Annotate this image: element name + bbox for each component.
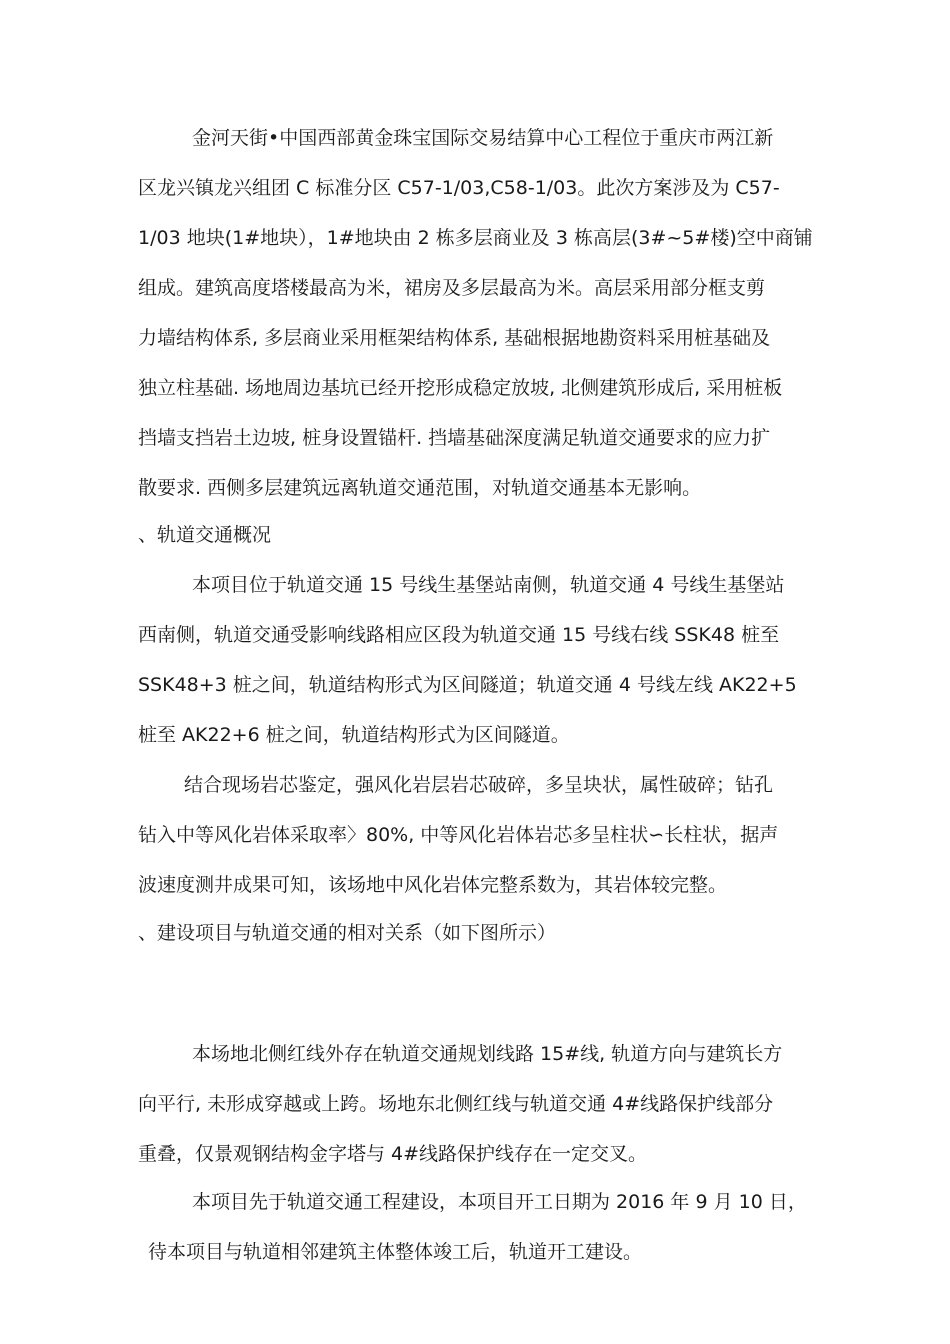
text-line: 组成。建筑高度塔楼最高为米，裙房及多层最高为米。高层采用部分框支剪	[138, 277, 766, 299]
text-line: 重叠，仅景观钢结构金字塔与 4#线路保护线存在一定交叉。	[138, 1143, 648, 1165]
text-line: 钻入中等风化岩体采取率〉80%, 中等风化岩体岩芯多呈柱状∽长柱状，据声	[138, 824, 779, 846]
section-heading-relative-relationship: 、建设项目与轨道交通的相对关系（如下图所示）	[138, 922, 557, 944]
text-line: 向平行, 未形成穿越或上跨。场地东北侧红线与轨道交通 4#线路保护线部分	[138, 1093, 774, 1115]
text-line: 本场地北侧红线外存在轨道交通规划线路 15#线, 轨道方向与建筑长方	[192, 1043, 783, 1065]
text-line: 本项目先于轨道交通工程建设，本项目开工日期为 2016 年 9 月 10 日，	[192, 1191, 807, 1213]
text-line: 金河天街•中国西部黄金珠宝国际交易结算中心工程位于重庆市两江新	[192, 127, 774, 149]
text-line: 散要求. 西侧多层建筑远离轨道交通范围，对轨道交通基本无影响。	[138, 477, 702, 499]
text-line: 结合现场岩芯鉴定，强风化岩层岩芯破碎，多呈块状，属性破碎；钻孔	[184, 774, 774, 796]
text-line: 力墙结构体系, 多层商业采用框架结构体系, 基础根据地勘资料采用桩基础及	[138, 327, 771, 349]
text-line: SSK48+3 桩之间，轨道结构形式为区间隧道；轨道交通 4 号线左线 AK22+5	[138, 674, 797, 696]
text-line: 独立柱基础. 场地周边基坑已经开挖形成稳定放坡, 北侧建筑形成后, 采用桩板	[138, 377, 783, 399]
text-line: 1/03 地块(1#地块），1#地块由 2 栋多层商业及 3 栋高层(3#~5#楼)空中商铺	[138, 227, 813, 249]
text-line: 待本项目与轨道相邻建筑主体整体竣工后，轨道开工建设。	[148, 1241, 643, 1263]
paragraph-rock-core	[138, 760, 820, 910]
paragraph-construction-schedule	[138, 1177, 820, 1277]
paragraph-site-rail-relation	[138, 1029, 820, 1179]
text-line: 区龙兴镇龙兴组团 C 标准分区 C57-1/03,C58-1/03。此次方案涉及为 C57-	[138, 177, 780, 199]
text-line: 挡墙支挡岩土边坡, 桩身设置锚杆. 挡墙基础深度满足轨道交通要求的应力扩	[138, 427, 771, 449]
text-line: 西南侧，轨道交通受影响线路相应区段为轨道交通 15 号线右线 SSK48 桩至	[138, 624, 780, 646]
text-line: 波速度测井成果可知，该场地中风化岩体完整系数为，其岩体较完整。	[138, 874, 728, 896]
paragraph-rail-location	[138, 560, 820, 760]
section-heading-rail-overview: 、轨道交通概况	[138, 524, 272, 546]
paragraph-project-overview	[138, 113, 820, 513]
text-line: 桩至 AK22+6 桩之间，轨道结构形式为区间隧道。	[138, 724, 570, 746]
text-line: 本项目位于轨道交通 15 号线生基堡站南侧，轨道交通 4 号线生基堡站	[192, 574, 785, 596]
